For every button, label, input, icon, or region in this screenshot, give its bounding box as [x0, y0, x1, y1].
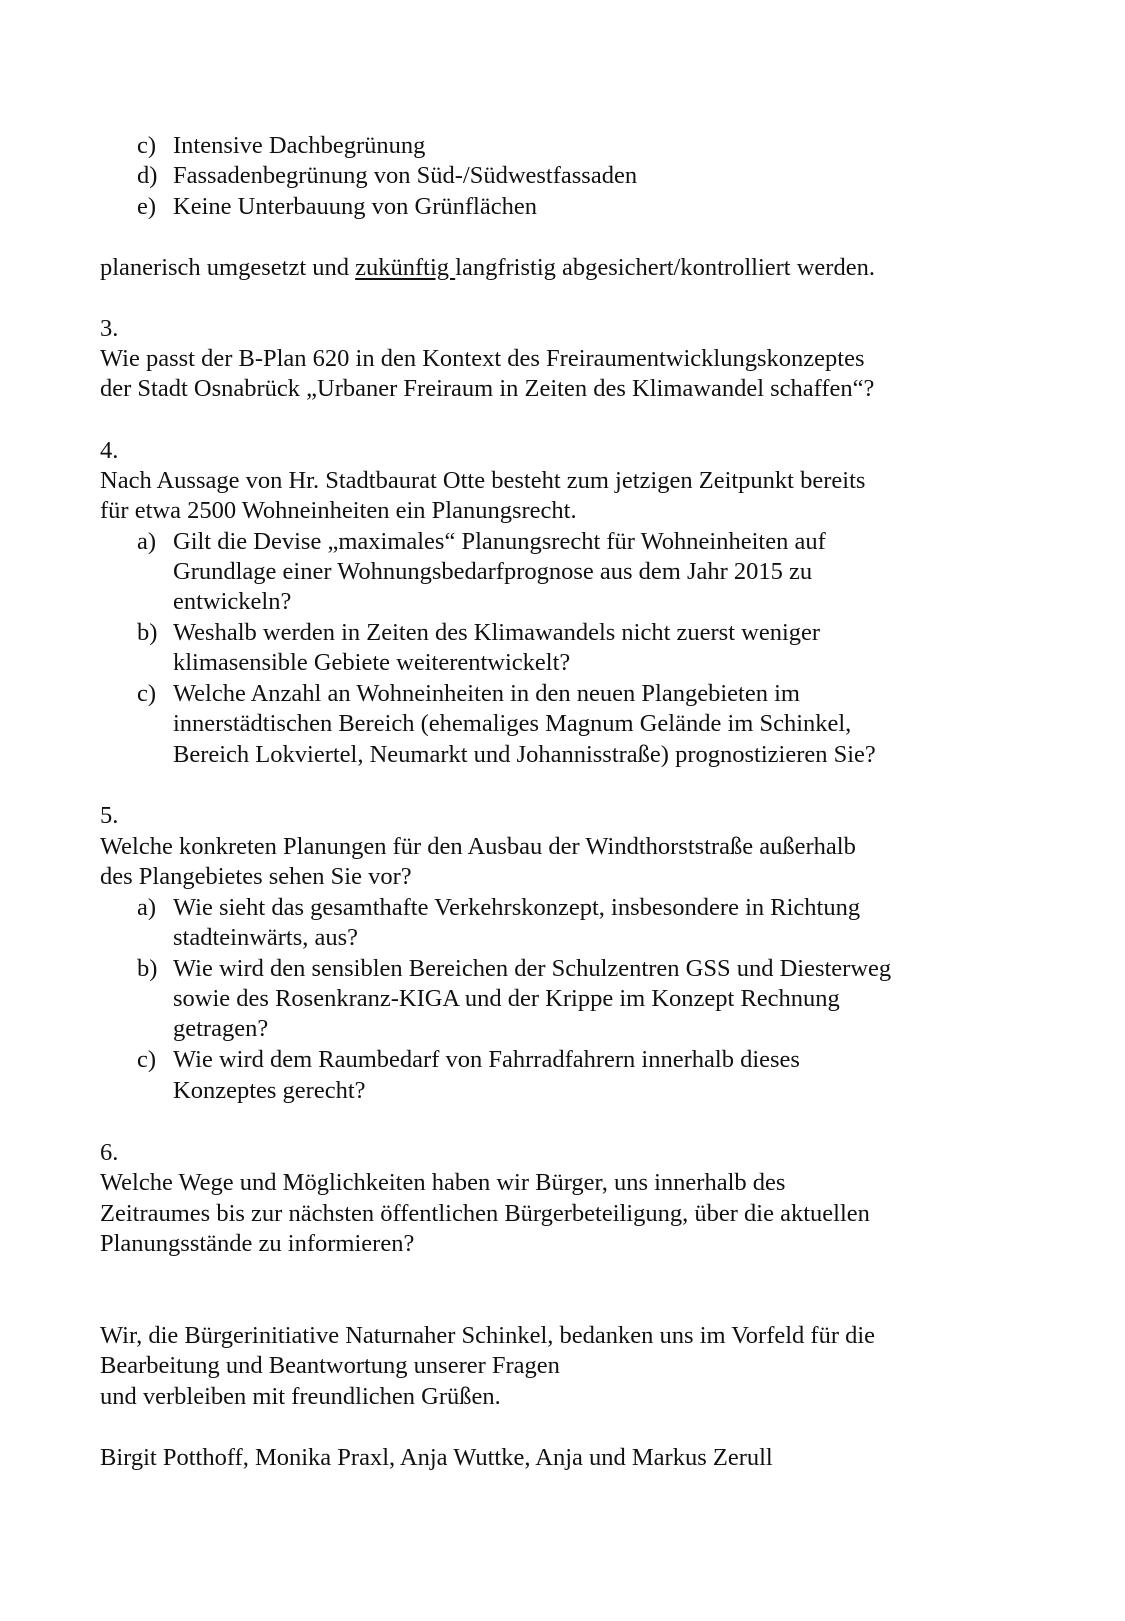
- sub-question: [137, 1045, 800, 1075]
- list-label: e): [137, 193, 157, 220]
- list-label: c): [137, 1046, 157, 1073]
- list-label: b): [137, 619, 158, 646]
- question-number: 5.: [100, 802, 119, 829]
- sub-question: [137, 893, 860, 923]
- sub-question: [137, 618, 820, 648]
- question-number: 3.: [100, 315, 119, 342]
- question-number: 6.: [100, 1139, 119, 1166]
- list-text: Keine Unterbauung von Grünflächen: [173, 193, 537, 220]
- list-item: [137, 131, 425, 161]
- list-item: [137, 161, 637, 191]
- sub-question-continued: stadteinwärts, aus?: [173, 924, 359, 951]
- sentence-part: langfristig abgesichert/kontrolliert werden.: [455, 254, 875, 281]
- question-text: Welche Wege und Möglichkeiten haben wir Bürger, uns innerhalb des: [100, 1169, 786, 1196]
- question-number: 4.: [100, 437, 119, 464]
- list-text: Weshalb werden in Zeiten des Klimawandels nicht zuerst weniger: [173, 619, 821, 646]
- list-item: [137, 192, 537, 222]
- question-text: des Plangebietes sehen Sie vor?: [100, 863, 412, 890]
- list-text: Welche Anzahl an Wohneinheiten in den neuen Plangebieten im: [173, 680, 800, 707]
- underlined-word: zukünftig: [355, 254, 456, 281]
- sub-question-continued: entwickeln?: [173, 588, 292, 615]
- sub-question: [137, 679, 800, 709]
- list-text: Wie wird dem Raumbedarf von Fahrradfahrern innerhalb dieses: [173, 1046, 800, 1073]
- list-text: Intensive Dachbegrünung: [173, 132, 426, 159]
- sub-question-continued: innerstädtischen Bereich (ehemaliges Magnum Gelände im Schinkel,: [173, 710, 852, 737]
- list-label: c): [137, 132, 157, 159]
- sub-question-continued: getragen?: [173, 1015, 269, 1042]
- question-text: Zeitraumes bis zur nächsten öffentlichen Bürgerbeteiligung, über die aktuellen: [100, 1200, 870, 1227]
- question-text: für etwa 2500 Wohneinheiten ein Planungsrecht.: [100, 497, 577, 524]
- list-text: Wie wird den sensiblen Bereichen der Schulzentren GSS und Diesterweg: [173, 955, 892, 982]
- sub-question-continued: sowie des Rosenkranz-KIGA und der Krippe im Konzept Rechnung: [173, 985, 840, 1012]
- list-label: b): [137, 955, 158, 982]
- closing-text: Bearbeitung und Beantwortung unserer Fragen: [100, 1352, 560, 1379]
- list-label: a): [137, 528, 157, 555]
- question-text: der Stadt Osnabrück „Urbaner Freiraum in Zeiten des Klimawandel schaffen“?: [100, 375, 875, 402]
- list-text: Fassadenbegrünung von Süd-/Südwestfassaden: [173, 162, 638, 189]
- closing-text: Wir, die Bürgerinitiative Naturnaher Schinkel, bedanken uns im Vorfeld für die: [100, 1322, 876, 1349]
- closing-sentence: [100, 253, 875, 283]
- sub-question: [137, 527, 826, 557]
- question-text: Welche konkreten Planungen für den Ausbau der Windthorststraße außerhalb: [100, 833, 856, 860]
- question-text: Wie passt der B-Plan 620 in den Kontext des Freiraumentwicklungskonzeptes: [100, 345, 865, 372]
- list-text: Gilt die Devise „maximales“ Planungsrecht für Wohneinheiten auf: [173, 528, 826, 555]
- sentence-part: planerisch umgesetzt und: [100, 254, 356, 281]
- question-text: Nach Aussage von Hr. Stadtbaurat Otte besteht zum jetzigen Zeitpunkt bereits: [100, 467, 866, 494]
- signatures: Birgit Potthoff, Monika Praxl, Anja Wuttke, Anja und Markus Zerull: [100, 1444, 773, 1471]
- closing-text: und verbleiben mit freundlichen Grüßen.: [100, 1383, 501, 1410]
- sub-question-continued: klimasensible Gebiete weiterentwickelt?: [173, 649, 571, 676]
- list-text: Wie sieht das gesamthafte Verkehrskonzept, insbesondere in Richtung: [173, 894, 861, 921]
- sub-question-continued: Grundlage einer Wohnungsbedarfprognose aus dem Jahr 2015 zu: [173, 558, 813, 585]
- sub-question-continued: Konzeptes gerecht?: [173, 1077, 366, 1104]
- list-label: d): [137, 162, 158, 189]
- list-label: a): [137, 894, 157, 921]
- question-text: Planungsstände zu informieren?: [100, 1230, 415, 1257]
- list-label: c): [137, 680, 157, 707]
- sub-question-continued: Bereich Lokviertel, Neumarkt und Johannisstraße) prognostizieren Sie?: [173, 741, 876, 768]
- sub-question: [137, 954, 891, 984]
